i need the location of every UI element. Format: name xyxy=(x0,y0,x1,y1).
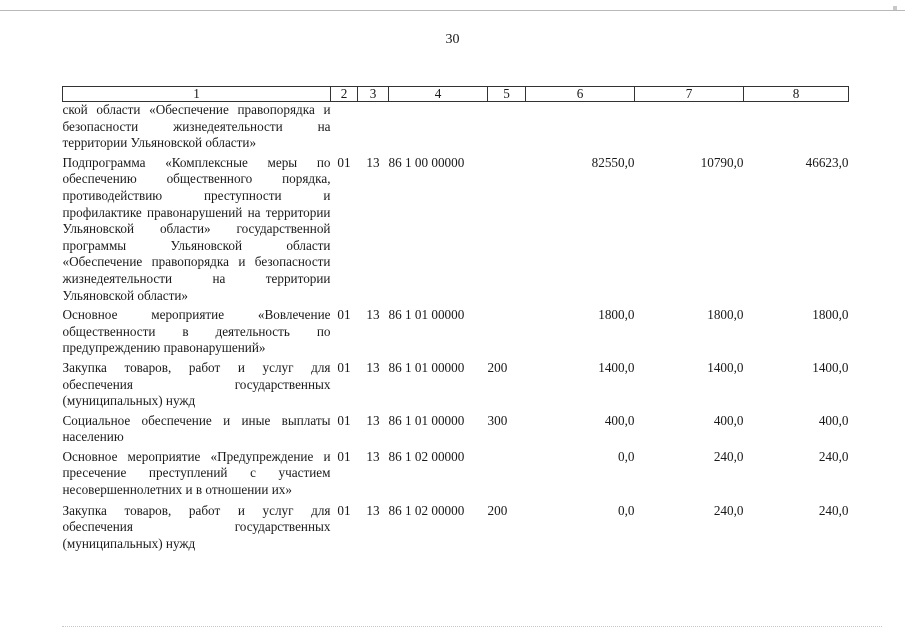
row-value-col7: 240,0 xyxy=(713,502,744,518)
row-value-col6: 0,0 xyxy=(618,502,635,518)
header-cell: 2 xyxy=(331,87,358,102)
row-expense-type xyxy=(488,152,526,304)
row-subsection: 13 xyxy=(366,412,380,428)
row-section: 01 xyxy=(337,307,351,323)
row-target-code: 86 1 01 00000 xyxy=(388,359,465,375)
row-value-col6: 1800,0 xyxy=(598,307,635,323)
row-value-col7: 10790,0 xyxy=(700,154,744,170)
row-value-col8: 400,0 xyxy=(818,412,849,428)
row-value-col7: 400,0 xyxy=(713,412,744,428)
row-value-col8: 240,0 xyxy=(818,448,849,464)
row-name: Основное мероприятие «Предупреждение и пресечение преступлений с участием несовершеннолетних и в отношении их» xyxy=(62,448,331,498)
row-value-col8: 1400,0 xyxy=(812,359,849,375)
row-target-code: 86 1 02 00000 xyxy=(388,448,465,464)
row-section xyxy=(331,102,358,152)
budget-table xyxy=(62,86,849,552)
row-value-col6: 82550,0 xyxy=(591,154,635,170)
row-target-code: 86 1 01 00000 xyxy=(388,412,465,428)
row-section: 01 xyxy=(337,412,351,428)
header-row xyxy=(63,87,849,102)
row-section: 01 xyxy=(337,359,351,375)
row-subsection: 13 xyxy=(366,502,380,518)
row-section: 01 xyxy=(337,502,351,518)
row-expense-type: 200 xyxy=(487,359,508,375)
row-subsection: 13 xyxy=(366,359,380,375)
header-cell: 5 xyxy=(488,87,526,102)
row-expense-type xyxy=(488,304,526,357)
row-value-col7: 1400,0 xyxy=(707,359,744,375)
row-name: Закупка товаров, работ и услуг для обеспечения государственных (муниципальных) нужд xyxy=(62,502,331,551)
header-cell: 7 xyxy=(635,87,744,102)
row-subsection xyxy=(358,102,389,152)
row-value-col6: 400,0 xyxy=(604,412,635,428)
row-name: Основное мероприятие «Вовлечение общественности в деятельность по предупреждению правонарушений» xyxy=(62,307,331,356)
row-expense-type xyxy=(488,102,526,152)
row-target-code xyxy=(389,102,488,152)
header-cell: 3 xyxy=(358,87,389,102)
row-expense-type: 200 xyxy=(487,502,508,518)
row-value-col7 xyxy=(635,102,744,152)
row-value-col8: 46623,0 xyxy=(805,154,849,170)
row-value-col7: 240,0 xyxy=(713,448,744,464)
row-expense-type: 300 xyxy=(487,412,508,428)
row-target-code: 86 1 02 00000 xyxy=(388,502,465,518)
row-value-col8: 1800,0 xyxy=(812,307,849,323)
scan-edge xyxy=(62,626,882,628)
table-row xyxy=(63,410,849,446)
scan-mark xyxy=(893,6,897,10)
header-cell: 4 xyxy=(389,87,488,102)
row-value-col7: 1800,0 xyxy=(707,307,744,323)
table-row xyxy=(63,304,849,357)
row-value-col8 xyxy=(744,102,849,152)
page-edge xyxy=(0,10,905,11)
row-value-col8: 240,0 xyxy=(818,502,849,518)
row-value-col6 xyxy=(526,102,635,152)
row-name: Закупка товаров, работ и услуг для обеспечения государственных (муниципальных) нужд xyxy=(62,359,331,409)
row-name: Подпрограмма «Комплексные меры по обеспечению общественного порядка, противодействию преступности и профилактике правонарушений на территории Ульяновской области» государственной программы Ульяновской области «Обеспечение правопорядка и безопасности жизнедеятельности на территории Ульяновской области» xyxy=(62,154,331,303)
table-row xyxy=(63,152,849,304)
table-row xyxy=(63,499,849,553)
row-subsection: 13 xyxy=(366,448,380,464)
table-row xyxy=(63,102,849,152)
row-name: ской области «Обеспечение правопорядка и безопасности жизнедеятельности на территории Ульяновской области» xyxy=(62,102,331,151)
row-name: Социальное обеспечение и иные выплаты населению xyxy=(62,412,331,445)
row-value-col6: 1400,0 xyxy=(598,359,635,375)
row-value-col6: 0,0 xyxy=(618,448,635,464)
row-target-code: 86 1 00 00000 xyxy=(388,154,465,170)
page-number: 30 xyxy=(445,32,460,47)
row-section: 01 xyxy=(337,154,351,170)
row-section: 01 xyxy=(337,448,351,464)
row-subsection: 13 xyxy=(366,154,380,170)
table-row xyxy=(63,357,849,410)
header-cell: 1 xyxy=(63,87,331,102)
table-row xyxy=(63,446,849,499)
header-cell: 6 xyxy=(526,87,635,102)
row-subsection: 13 xyxy=(366,307,380,323)
row-expense-type xyxy=(488,446,526,499)
row-target-code: 86 1 01 00000 xyxy=(388,307,465,323)
header-cell: 8 xyxy=(744,87,849,102)
